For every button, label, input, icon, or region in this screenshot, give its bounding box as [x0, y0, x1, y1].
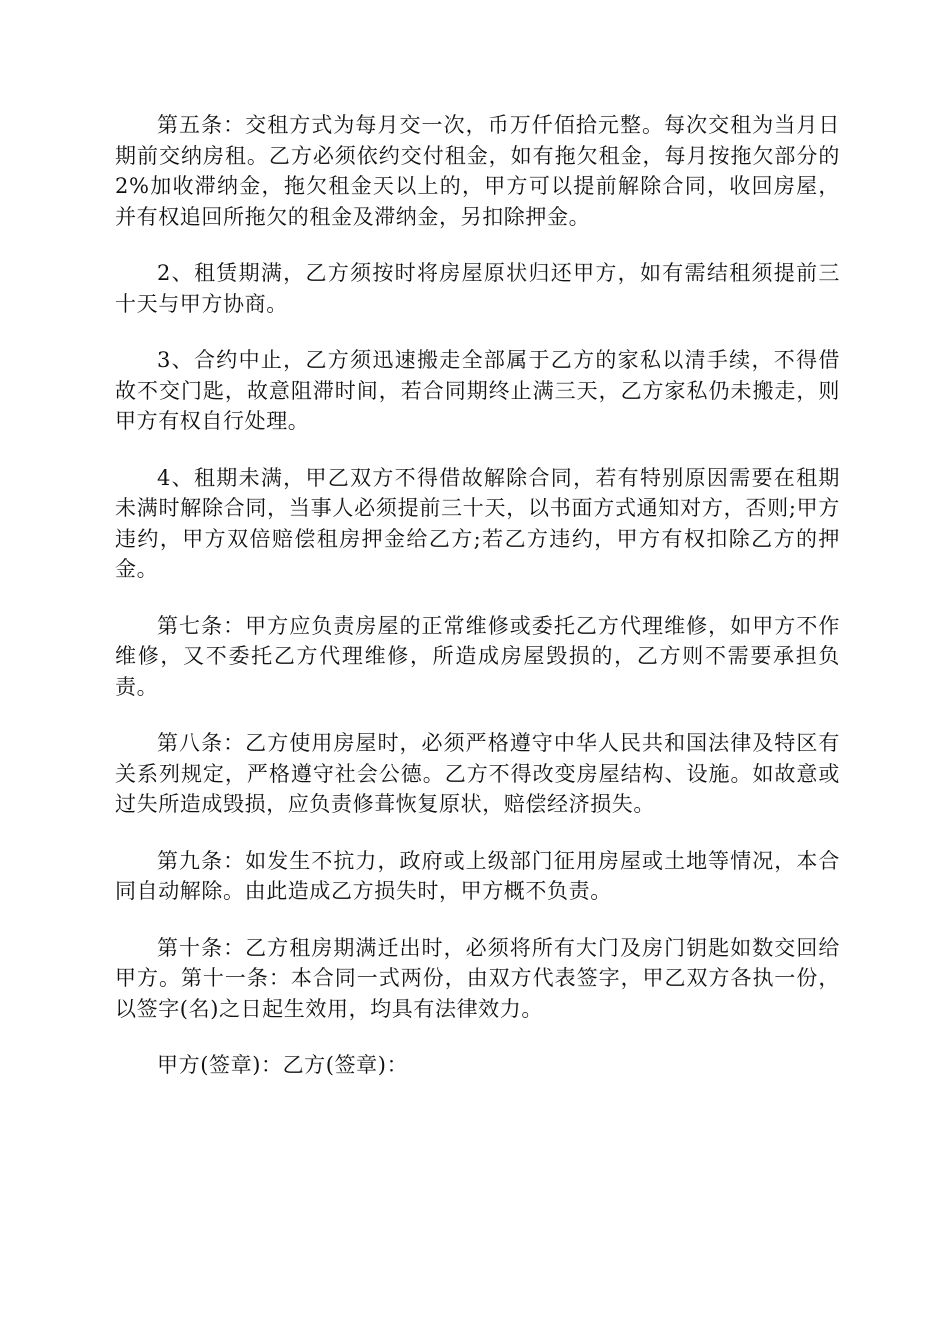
signature-line: 甲方(签章)：乙方(签章)： — [157, 1053, 409, 1077]
paragraph-item-3: 3、合约中止，乙方须迅速搬走全部属于乙方的家私以清手续，不得借故不交门匙，故意阻滞时间，若合同期终止满三天，乙方家私仍未搬走，则甲方有权自行处理。 — [115, 348, 840, 433]
paragraph-item-4: 4、租期未满，甲乙双方不得借故解除合同，若有特别原因需要在租期未满时解除合同，当事人必须提前三十天，以书面方式通知对方，否则;甲方违约，甲方双倍赔偿租房押金给乙方;若乙方违约，甲方有权扣除乙方的押金。 — [115, 465, 840, 581]
paragraph-item-2: 2、租赁期满，乙方须按时将房屋原状归还甲方，如有需结租须提前三十天与甲方协商。 — [115, 261, 840, 316]
paragraph-clause-8: 第八条：乙方使用房屋时，必须严格遵守中华人民共和国法律及特区有关系列规定，严格遵守社会公德。乙方不得改变房屋结构、设施。如故意或过失所造成毁损，应负责修葺恢复原状，赔偿经济损失。 — [115, 731, 840, 816]
paragraph-clause-7: 第七条：甲方应负责房屋的正常维修或委托乙方代理维修，如甲方不作维修，又不委托乙方代理维修，所造成房屋毁损的，乙方则不需要承担负责。 — [115, 613, 840, 699]
paragraph-clause-10-11: 第十条：乙方租房期满迁出时，必须将所有大门及房门钥匙如数交回给甲方。第十一条：本合同一式两份，由双方代表签字，甲乙双方各执一份，以签字(名)之日起生效用，均具有法律效力。 — [115, 935, 840, 1021]
paragraph-clause-5: 第五条：交租方式为每月交一次，币万仟佰拾元整。每次交租为当月日期前交纳房租。乙方必须依约交付租金，如有拖欠租金，每月按拖欠部分的2%加收滞纳金，拖欠租金天以上的，甲方可以提前解除合同，收回房屋，并有权追回所拖欠的租金及滞纳金，另扣除押金。 — [115, 113, 840, 229]
paragraph-clause-9: 第九条：如发生不抗力，政府或上级部门征用房屋或土地等情况，本合同自动解除。由此造成乙方损失时，甲方概不负责。 — [115, 848, 840, 903]
